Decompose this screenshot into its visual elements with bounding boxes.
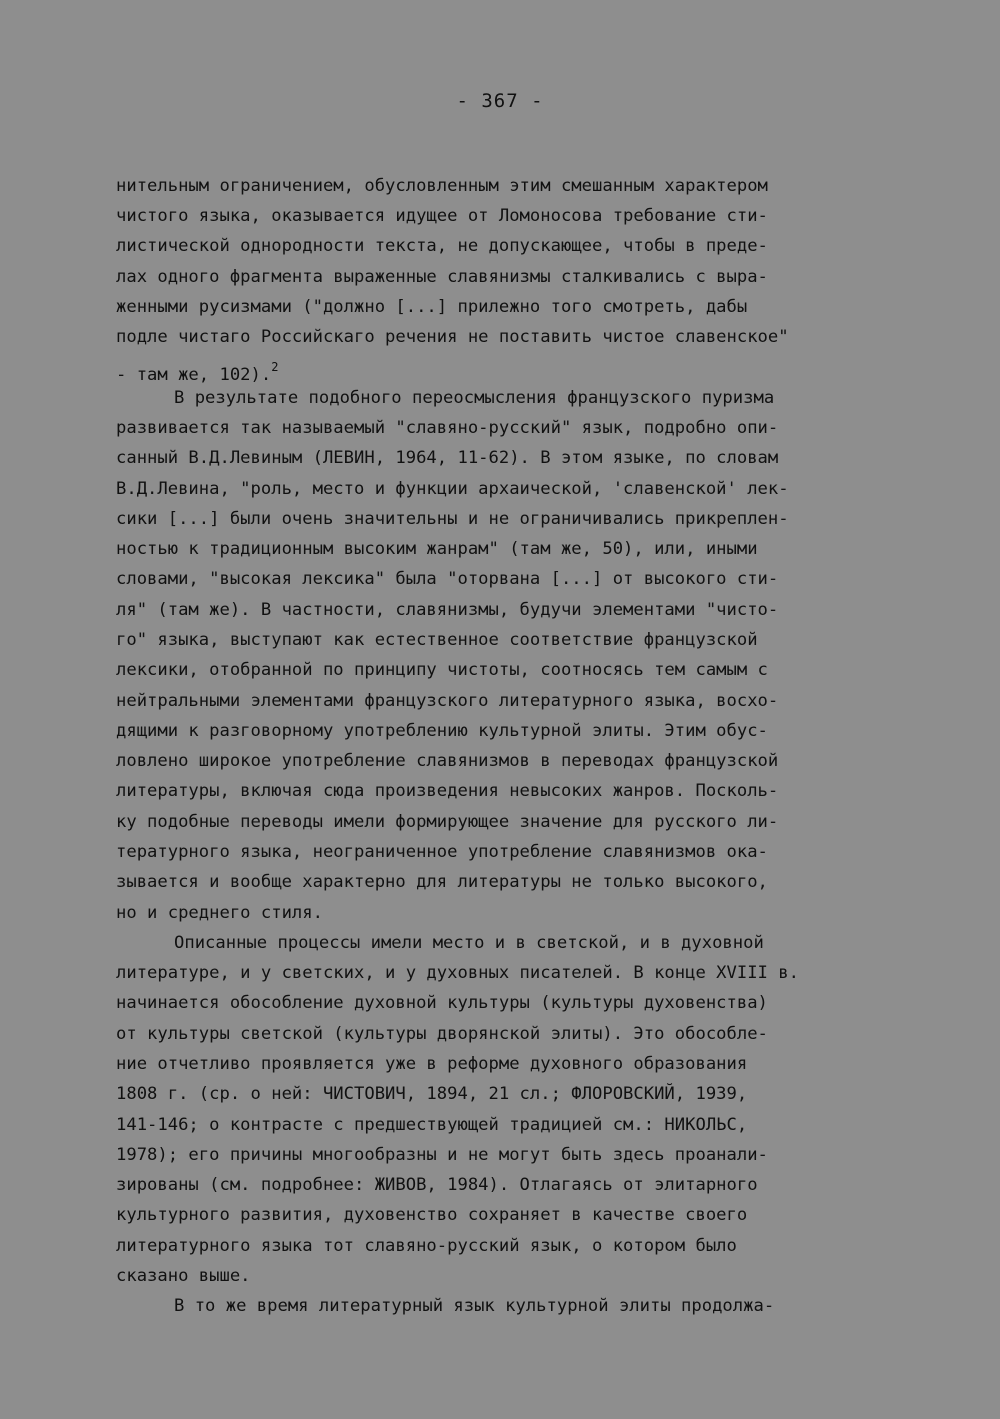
text-line: женными русизмами ("должно [...] прилежно того смотреть, дабы [116,297,748,317]
text-line: сики [...] были очень значительны и не ограничивались прикреплен- [116,509,789,529]
text-line: лексики, отобранной по принципу чистоты, соотносясь тем самым с [116,660,768,680]
paragraph-start-line: В то же время литературный язык культурной элиты продолжа- [174,1296,775,1316]
text-line [116,352,279,385]
text-line: начинается обособление духовной культуры (культуры духовенства) [116,993,768,1013]
text-line: дящими к разговорному употреблению культурной элиты. Этим обус- [116,721,768,741]
text-line: санный В.Д.Левиным (ЛЕВИН, 1964, 11-62). В этом языке, по словам [116,448,779,468]
text-line: подле чистаго Российскаго речения не поставить чистое славенское" [116,327,789,347]
text-line: нительным ограничением, обусловленным этим смешанным характером [116,176,768,196]
text-line: но и среднего стиля. [116,903,323,923]
text-line: ностью к традиционным высоким жанрам" (там же, 50), или, иными [116,539,758,559]
text-line: от культуры светской (культуры дворянской элиты). Это обособле- [116,1024,768,1044]
text-line: словами, "высокая лексика" была "оторвана [...] от высокого сти- [116,569,779,589]
text-line: ля" (там же). В частности, славянизмы, будучи элементами "чисто- [116,600,779,620]
text-line: 1978); его причины многообразны и не могут быть здесь проанали- [116,1145,768,1165]
text-line: литературы, включая сюда произведения невысоких жанров. Посколь- [116,781,779,801]
text-line: развивается так называемый "славяно-русский" язык, подробно опи- [116,418,779,438]
text-line: 141-146; о контрасте с предшествующей традицией см.: НИКОЛЬС, [116,1115,748,1135]
text-line: зывается и вообще характерно для литературы не только высокого, [116,872,768,892]
text-line: 1808 г. (ср. о ней: ЧИСТОВИЧ, 1894, 21 сл.; ФЛОРОВСКИЙ, 1939, [116,1084,748,1104]
page-number: - 367 - [456,90,544,112]
text-line: литературного языка тот славяно-русский язык, о котором было [116,1236,737,1256]
text-line: тературного языка, неограниченное употребление славянизмов ока- [116,842,768,862]
footnote-marker: 2 [271,360,279,374]
paragraph-start-line: В результате подобного переосмысления французского пуризма [174,388,775,408]
text-line: зированы (см. подробнее: ЖИВОВ, 1984). Отлагаясь от элитарного [116,1175,758,1195]
text-line: сказано выше. [116,1266,251,1286]
text-line: ловлено широкое употребление славянизмов в переводах французской [116,751,779,771]
text-line: В.Д.Левина, "роль, место и функции архаической, 'славенской' лек- [116,479,789,499]
text-line: го" языка, выступают как естественное соответствие французской [116,630,758,650]
text-line: лах одного фрагмента выраженные славянизмы сталкивались с выра- [116,267,768,287]
text-line: чистого языка, оказывается идущее от Ломоносова требование сти- [116,206,768,226]
text-line-content: - там же, 102). [116,365,272,385]
text-line: культурного развития, духовенство сохраняет в качестве своего [116,1205,748,1225]
text-line: ку подобные переводы имели формирующее значение для русского ли- [116,812,779,832]
paragraph-start-line: Описанные процессы имели место и в светской, и в духовной [174,933,764,953]
text-line: листической однородности текста, не допускающее, чтобы в преде- [116,236,768,256]
text-line: ние отчетливо проявляется уже в реформе духовного образования [116,1054,748,1074]
text-line: литературе, и у светских, и у духовных писателей. В конце XVIII в. [116,963,799,983]
text-line: нейтральными элементами французского литературного языка, восхо- [116,691,779,711]
